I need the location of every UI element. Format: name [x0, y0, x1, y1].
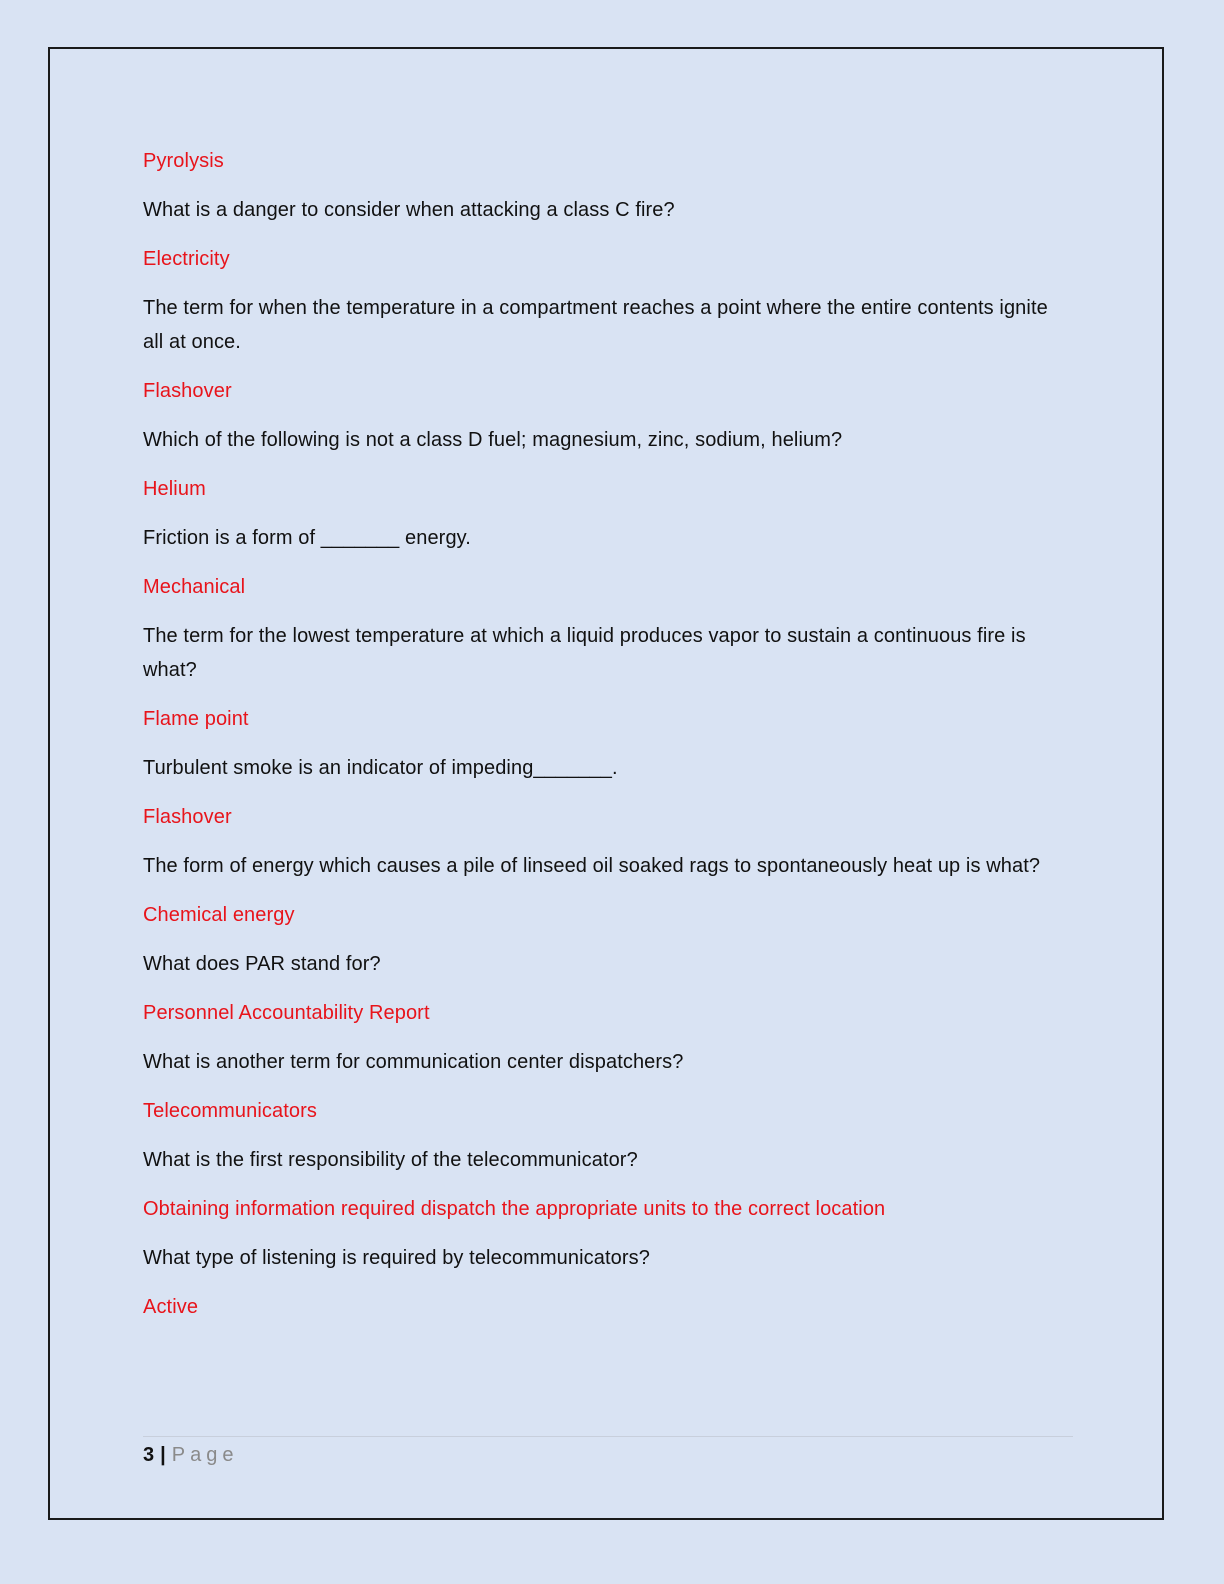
page-label: Page: [171, 1444, 239, 1466]
footer-separator: |: [160, 1444, 166, 1466]
document-body: [143, 144, 1063, 1339]
question-text: What is a danger to consider when attacking a class C fire?: [143, 199, 675, 221]
question-text: The form of energy which causes a pile of linseed oil soaked rags to spontaneously heat up is what?: [143, 855, 1041, 877]
question-text: Turbulent smoke is an indicator of impeding_______.: [143, 757, 618, 779]
question-text: The term for the lowest temperature at which a liquid produces vapor to sustain a continuous fire is what?: [143, 625, 1026, 681]
answer-text: Active: [143, 1296, 199, 1318]
question-text: What is another term for communication center dispatchers?: [143, 1051, 684, 1073]
answer-text: Pyrolysis: [143, 150, 224, 172]
question-text: Which of the following is not a class D fuel; magnesium, zinc, sodium, helium?: [143, 429, 843, 451]
answer-text: Personnel Accountability Report: [143, 1002, 430, 1024]
answer-text: Electricity: [143, 248, 230, 270]
question-text: What is the first responsibility of the telecommunicator?: [143, 1149, 638, 1171]
answer-text: Telecommunicators: [143, 1100, 317, 1122]
page-footer: [143, 1436, 1073, 1469]
answer-text: Helium: [143, 478, 206, 500]
question-text: Friction is a form of _______ energy.: [143, 527, 471, 549]
question-text: What does PAR stand for?: [143, 953, 381, 975]
answer-text: Flashover: [143, 380, 232, 402]
answer-text: Obtaining information required dispatch the appropriate units to the correct location: [143, 1198, 886, 1220]
answer-text: Chemical energy: [143, 904, 295, 926]
answer-text: Flashover: [143, 806, 232, 828]
answer-text: Flame point: [143, 708, 249, 730]
question-text: What type of listening is required by telecommunicators?: [143, 1247, 650, 1269]
question-text: The term for when the temperature in a compartment reaches a point where the entire contents ignite all at once.: [143, 297, 1048, 353]
answer-text: Mechanical: [143, 576, 246, 598]
page-number: 3: [143, 1444, 155, 1466]
